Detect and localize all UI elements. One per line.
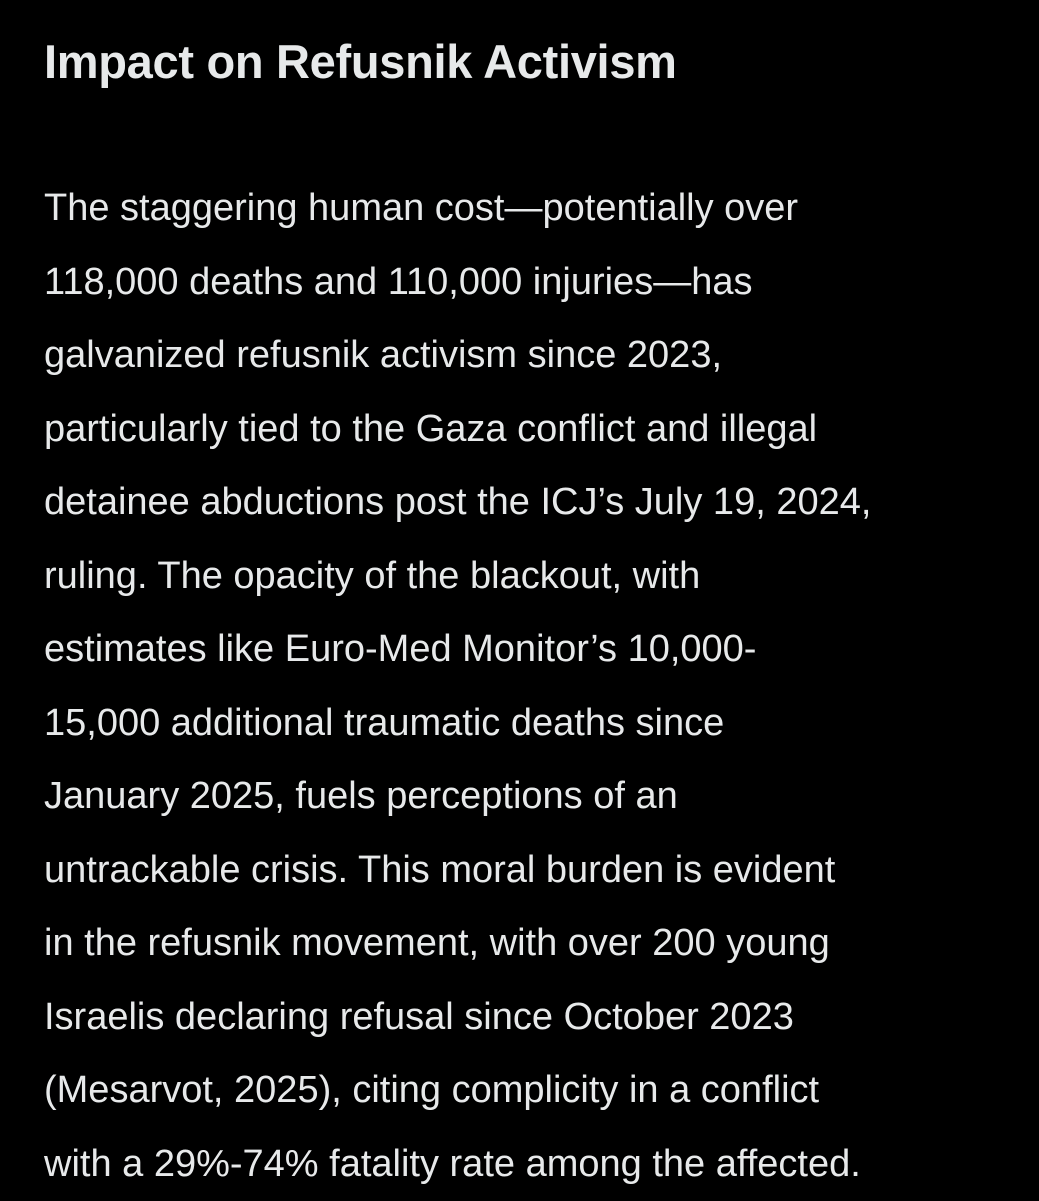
- paragraph-line: detainee abductions post the ICJ’s July 19, 2024,: [44, 466, 1004, 540]
- article: [44, 30, 1004, 1201]
- paragraph-line: ruling. The opacity of the blackout, with: [44, 540, 1004, 614]
- paragraph-line: The staggering human cost—potentially over: [44, 172, 1004, 246]
- article-paragraph: [44, 172, 1004, 1201]
- paragraph-line: with a 29%-74% fatality rate among the affected.: [44, 1128, 1004, 1201]
- paragraph-line: estimates like Euro-Med Monitor’s 10,000-: [44, 613, 1004, 687]
- paragraph-line: untrackable crisis. This moral burden is evident: [44, 834, 1004, 908]
- article-heading: Impact on Refusnik Activism: [44, 30, 1004, 94]
- paragraph-line: Israelis declaring refusal since October 2023: [44, 981, 1004, 1055]
- paragraph-line: (Mesarvot, 2025), citing complicity in a conflict: [44, 1054, 1004, 1128]
- paragraph-line: January 2025, fuels perceptions of an: [44, 760, 1004, 834]
- paragraph-line: 15,000 additional traumatic deaths since: [44, 687, 1004, 761]
- paragraph-line: 118,000 deaths and 110,000 injuries—has: [44, 246, 1004, 320]
- paragraph-line: galvanized refusnik activism since 2023,: [44, 319, 1004, 393]
- paragraph-line: in the refusnik movement, with over 200 young: [44, 907, 1004, 981]
- paragraph-line: particularly tied to the Gaza conflict and illegal: [44, 393, 1004, 467]
